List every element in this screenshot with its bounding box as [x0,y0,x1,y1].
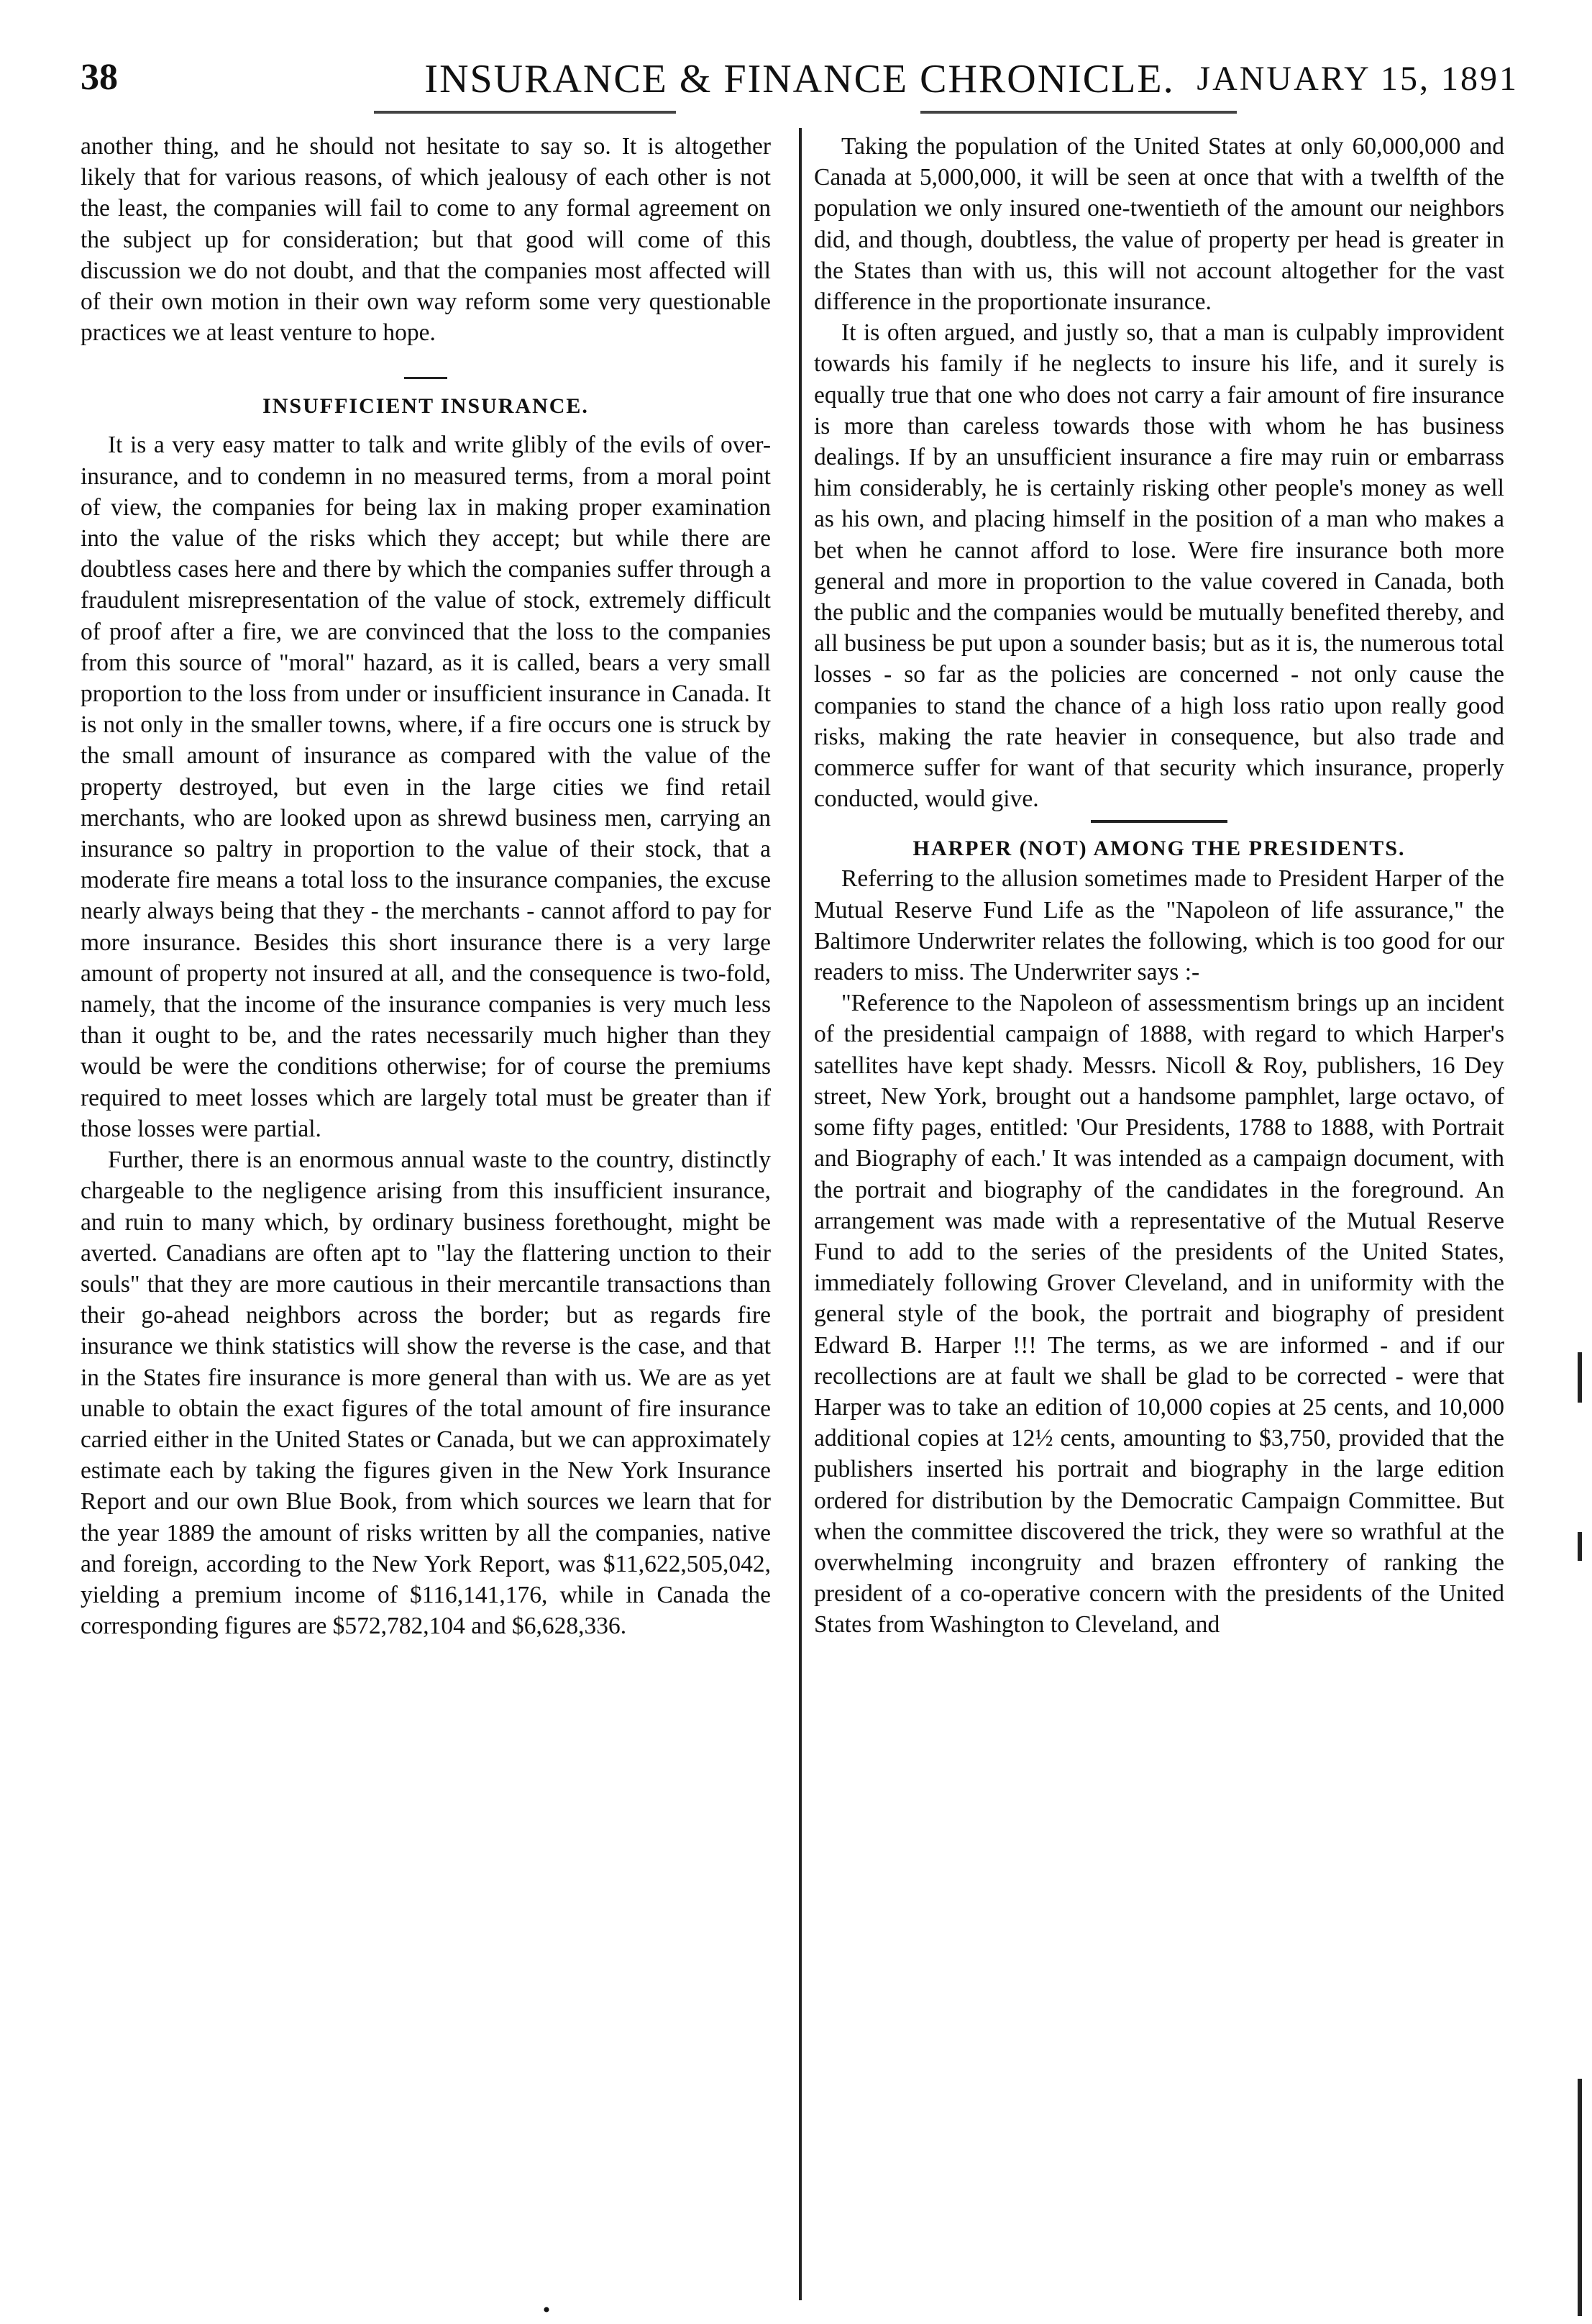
binding-tick [1578,2079,1582,2316]
page-number: 38 [81,57,118,98]
article-paragraph: It is a very easy matter to talk and write glibly of the evils of over-insurance, and to condemn in no measured terms, from a moral point of view, the companies for being lax in making proper examination into the value of the risks which they accept; but while there are doubtless cases here and there by which the companies suffer through a fraudulent misrepresentation of the value of stock, extremely difficult of proof after a fire, we are convinced that the loss to the companies from this source of "moral" hazard, as it is called, bears a very small proportion to the loss from under or insufficient insurance in Canada. It is not only in the smaller towns, where, if a fire occurs one is struck by the small amount of insurance as compared with the value of the property destroyed, but even in the large cities we find retail merchants, who are looked upon as shrewd business men, carrying an insurance so paltry in proportion to the value of their stock, that a moderate fire means a total loss to the insurance companies, the excuse nearly always being that they - the merchants - cannot afford to pay for more insurance. Besides this short insurance there is a very large amount of property not insured at all, and the consequence is two-fold, namely, that the income of the insurance companies is very much less than it ought to be, and the rates necessarily much higher than they would be were the conditions otherwise; for of course the premiums required to meet losses which are largely total must be greater than if those losses were partial. [81,432,771,1142]
section-heading-insufficient-insurance: INSUFFICIENT INSURANCE. [262,394,589,419]
column-divider [799,128,802,2300]
left-column [81,131,771,1641]
binding-tick [1578,1352,1582,1403]
binding-tick [1578,1532,1582,1561]
section-heading-harper: HARPER (NOT) AMONG THE PRESIDENTS. [912,837,1406,861]
quoted-paragraph: "Reference to the Napoleon of assessmentism brings up an incident of the presidential campaign of 1888, with regard to which Harper's satellites have kept shady. Messrs. Nicoll & Roy, publishers, 16 Dey street, New York, brought out a handsome pamphlet, large octavo, of some fifty pages, entitled: 'Our Presidents, 1788 to 1888, with Portrait and Biography of each.' It was intended as a campaign document, with the portrait and biography of the candidates in the foreground. An arrangement was made with a representative of the Mutual Reserve Fund to add to the series of the presidents of the United States, immediately following Grover Cleveland, and in uniformity with the general style of the book, the portrait and biography of president Edward B. Harper !!! The terms, as we are informed - and if our recollections are at fault we shall be glad to be corrected - were that Harper was to take an edition of 10,000 copies at 25 cents, and 10,000 additional copies at 12½ cents, amounting to $3,750, provided that the publishers inserted his portrait and biography in the large edition ordered for distribution by the Democratic Campaign Committee. But when the committee discovered the trick, they were so wrathful at the overwhelming incongruity and brazen effrontery of ranking the president of a co-operative concern with the presidents of the United States from Washington to Cleveland, and [814,990,1504,1639]
right-column [814,131,1504,1641]
journal-title: INSURANCE & FINANCE CHRONICLE. [424,57,1175,101]
binding-edge-mark [1573,1352,1586,2316]
page-header [81,56,1519,102]
continued-paragraph: another thing, and he should not hesitate to say so. It is altogether likely that for various reasons, of which jealousy of each other is not the least, the companies will fail to come to any formal agreement on the subject up for consideration; but that good will come of this discussion we do not doubt, and that the companies most affected will of their own motion in their own way reform some very questionable practices we at least venture to hope. [81,133,771,347]
article-paragraph: Taking the population of the United States at only 60,000,000 and Canada at 5,000,000, it will be seen at once that with a twelfth of the population we only insured one-twentieth of the amount our neighbors did, and though, doubtless, the value of property per head is greater in the States than with us, this will not account altogether for the vast difference in the proportionate insurance. [814,133,1504,316]
issue-date: JANUARY 15, 1891 [1197,60,1519,98]
article-paragraph: It is often argued, and justly so, that a man is culpably improvident towards his family if he neglects to insure his life, and it surely is equally true that one who does not carry a fair amount of fire insurance is more than careless towards those with whom he has business dealings. If by an unsufficient insurance a fire may ruin or embarrass him considerably, he is certainly risking other people's money as well as his own, and placing himself in the position of a man who makes a bet when he cannot afford to lose. Were fire insurance both more general and more in proportion to the value covered in Canada, both the public and the companies would be mutually benefited thereby, and all business be put upon a sounder basis; but as it is, the numerous total losses - so far as the policies are concerned - not only cause the companies to stand the chance of a high loss ratio upon really good risks, making the rate heavier in consequence, but also trade and commerce suffer for want of that security which insurance, properly conducted, would give. [814,319,1504,813]
header-rule-right [920,111,1237,114]
article-paragraph: Further, there is an enormous annual waste to the country, distinctly chargeable to the negligence arising from this insufficient insurance, and ruin to many which, by ordinary business forethought, might be averted. Canadians are often apt to "lay the flattering unction to their souls" that they are more cautious in their mercantile transactions than their go-ahead neighbors across the border; but as regards fire insurance we think statistics will show the reverse is the case, and that in the States fire insurance is more general than with us. We are as yet unable to obtain the exact figures of the total amount of fire insurance carried either in the United States or Canada, but we can approximately estimate each by taking the figures given in the New York Insurance Report and our own Blue Book, from which sources we learn that for the year 1889 the amount of risks written by all the companies, native and foreign, according to the New York Report, was $11,622,505,042, yielding a premium income of $116,141,176, while in Canada the corresponding figures are $572,782,104 and $6,628,336. [81,1147,771,1640]
article-paragraph: Referring to the allusion sometimes made to President Harper of the Mutual Reserve Fund Life as the "Napoleon of life assurance," the Baltimore Underwriter relates the following, which is too good for our readers to miss. The Underwriter says :- [814,865,1504,986]
column-end-marker: • [542,2298,551,2322]
header-rule-left [374,111,676,114]
